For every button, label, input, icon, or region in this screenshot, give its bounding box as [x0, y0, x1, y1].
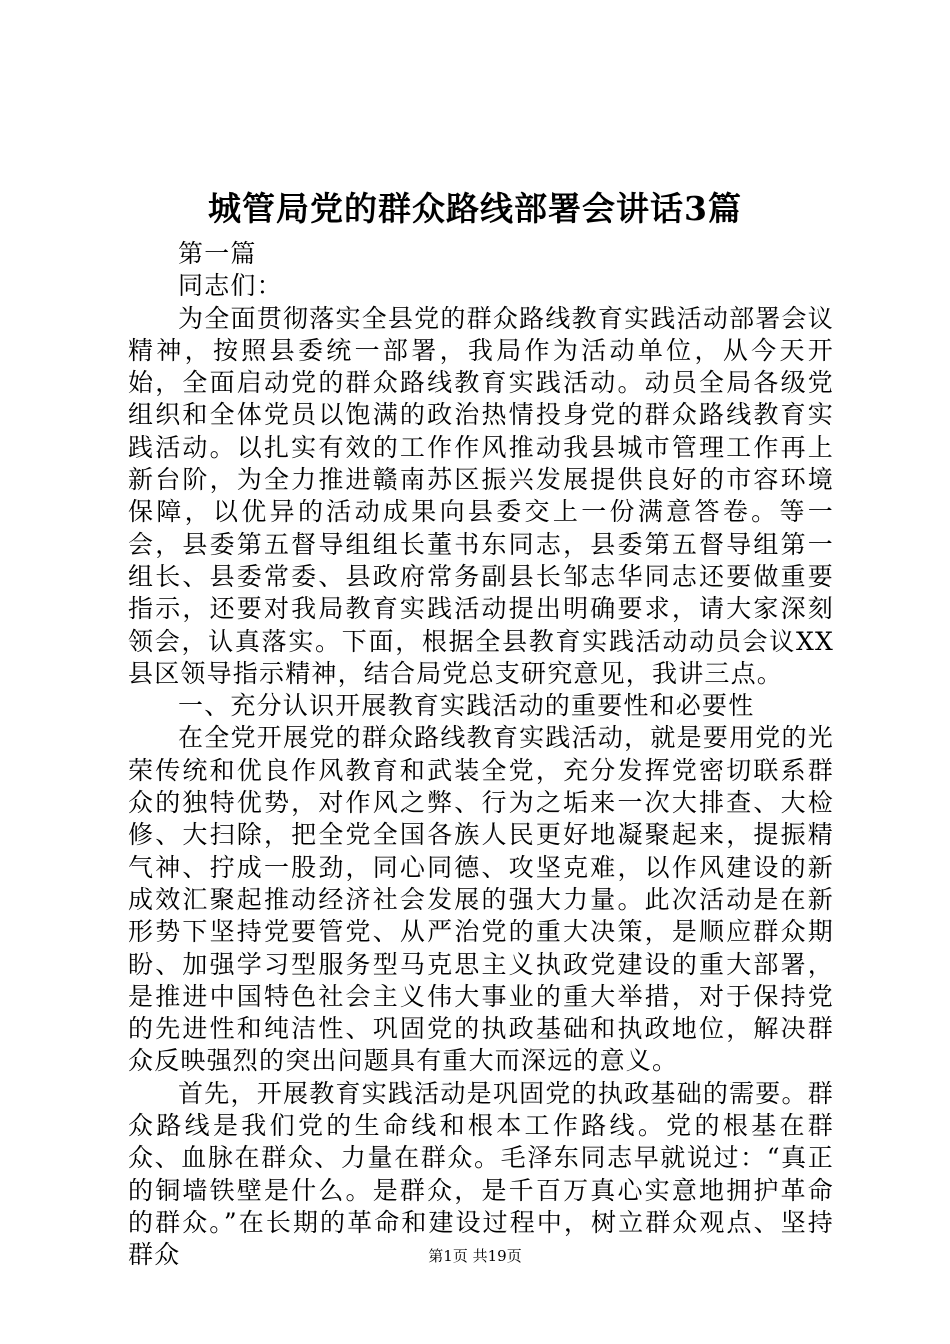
body-paragraph: 为全面贯彻落实全县党的群众路线教育实践活动部署会议精神，按照县委统一部署，我局作为活动单位，从今天开始，全面启动党的群众路线教育实践活动。动员全局各级党组织和全体党员以饱满的政治热情投身党的群众路线教育实践活动。以扎实有效的工作作风推动我县城市管理工作再上新台阶，为全力推进赣南苏区振兴发展提供良好的市容环境保障，以优异的活动成果向县委交上一份满意答卷。等一会，县委第五督导组组长董书东同志，县委第五督导组第一组长、县委常委、县政府常务副县长邹志华同志还要做重要指示，还要对我局教育实践活动提出明确要求，请大家深刻领会，认真落实。下面，根据全县教育实践活动动员会议XX县区领导指示精神，结合局党总支研究意见，我讲三点。	[128, 303, 834, 688]
document-body	[128, 238, 834, 1272]
document-title: 城管局党的群众路线部署会讲话3篇	[208, 189, 742, 228]
page-footer: 第1页 共19页	[428, 1247, 522, 1265]
body-paragraph: 首先，开展教育实践活动是巩固党的执政基础的需要。群众路线是我们党的生命线和根本工作路线。党的根基在群众、血脉在群众、力量在群众。毛泽东同志早就说过：“真正的铜墙铁壁是什么。是群众，是千百万真心实意地拥护革命的群众。”在长期的革命和建设过程中，树立群众观点、坚持群众	[128, 1078, 834, 1270]
section-heading: 第一篇	[178, 239, 257, 268]
subsection-heading: 一、充分认识开展教育实践活动的重要性和必要性	[178, 691, 755, 721]
salutation: 同志们：	[178, 271, 283, 301]
body-paragraph: 在全党开展党的群众路线教育实践活动，就是要用党的光荣传统和优良作风教育和武装全党，充分发挥党密切联系群众的独特优势，对作风之弊、行为之垢来一次大排查、大检修、大扫除，把全党全国各族人民更好地凝聚起来，提振精气神、拧成一股劲，同心同德、攻坚克难，以作风建设的新成效汇聚起推动经济社会发展的强大力量。此次活动是在新形势下坚持党要管党、从严治党的重大决策，是顺应群众期盼、加强学习型服务型马克思主义执政党建设的重大部署，是推进中国特色社会主义伟大事业的重大举措，对于保持党的先进性和纯洁性、巩固党的执政基础和执政地位，解决群众反映强烈的突出问题具有重大而深远的意义。	[128, 723, 834, 1076]
